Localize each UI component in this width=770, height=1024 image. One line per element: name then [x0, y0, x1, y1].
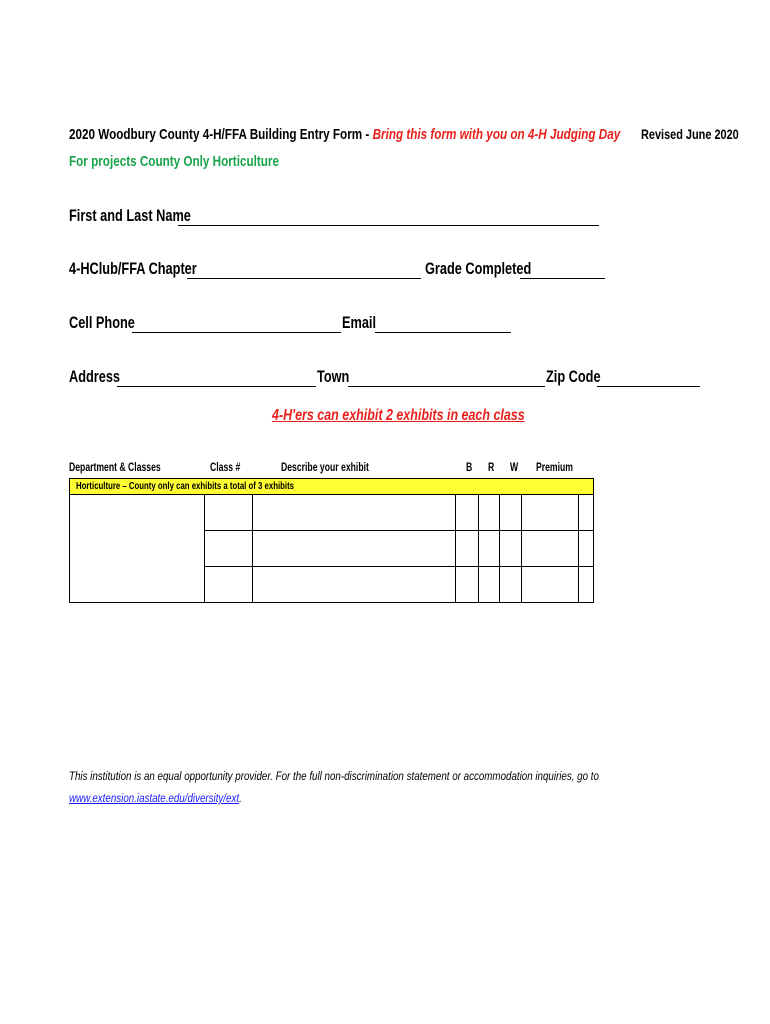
table-border-right [593, 495, 594, 603]
phone-input-line[interactable] [132, 315, 341, 333]
diversity-link[interactable]: www.extension.iastate.edu/diversity/ext [69, 793, 240, 805]
address-label: Address [69, 367, 121, 386]
describe-cell[interactable] [253, 531, 455, 566]
class-cell[interactable] [205, 567, 252, 602]
table-divider [521, 495, 522, 603]
zip-input-line[interactable] [597, 369, 700, 387]
table-border-bottom [69, 602, 594, 603]
col-header-w: W [510, 460, 519, 474]
col-header-b: B [466, 460, 473, 474]
footer-period: . [239, 793, 242, 805]
entry-table [69, 495, 594, 603]
grade-label: Grade Completed [425, 259, 532, 278]
form-subtitle: For projects County Only Horticulture [69, 153, 279, 170]
address-input-line[interactable] [117, 369, 316, 387]
col-header-r: R [488, 460, 495, 474]
table-divider [478, 495, 479, 603]
horticulture-band-label: Horticulture – County only can exhibits a total of 3 exhibits [76, 481, 295, 492]
revised-date: Revised June 2020 [641, 126, 739, 142]
table-divider [499, 495, 500, 603]
describe-cell[interactable] [253, 495, 455, 530]
describe-cell[interactable] [253, 567, 455, 602]
col-header-premium: Premium [536, 460, 573, 474]
equal-opportunity-statement: This institution is an equal opportunity provider. For the full non-discrimination statement or accommodation inquiries, go to [69, 771, 599, 783]
town-input-line[interactable] [348, 369, 545, 387]
town-label: Town [317, 367, 350, 386]
email-input-line[interactable] [375, 315, 511, 333]
class-cell[interactable] [205, 495, 252, 530]
club-input-line[interactable] [187, 261, 421, 279]
zip-label: Zip Code [546, 367, 601, 386]
class-cell[interactable] [205, 531, 252, 566]
form-title-emphasis: Bring this form with you on 4-H Judging Day [372, 126, 621, 143]
phone-label: Cell Phone [69, 313, 135, 332]
horticulture-band [69, 478, 594, 495]
form-title-main: 2020 Woodbury County 4-H/FFA Building Entry Form - [69, 126, 373, 143]
col-header-class: Class # [210, 460, 241, 474]
col-header-department: Department & Classes [69, 460, 161, 474]
form-title [69, 126, 620, 143]
table-divider [578, 495, 579, 603]
email-label: Email [342, 313, 377, 332]
name-label: First and Last Name [69, 206, 191, 225]
grade-input-line[interactable] [520, 261, 605, 279]
footer-link-line [69, 793, 242, 805]
exhibit-notice: 4-H'ers can exhibit 2 exhibits in each class [272, 407, 525, 424]
table-border-left [69, 495, 70, 603]
table-divider [455, 495, 456, 603]
club-label: 4-HClub/FFA Chapter [69, 259, 197, 278]
name-input-line[interactable] [178, 208, 599, 226]
col-header-describe: Describe your exhibit [281, 460, 369, 474]
